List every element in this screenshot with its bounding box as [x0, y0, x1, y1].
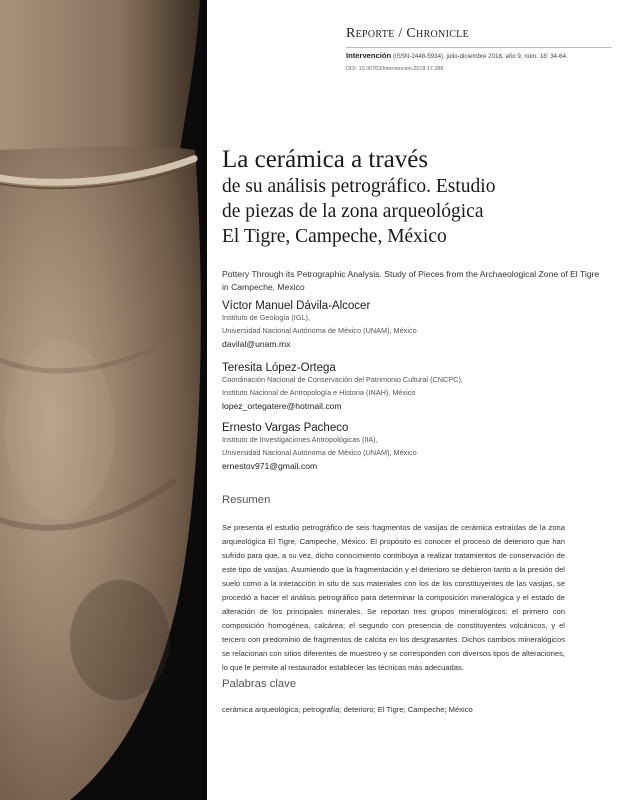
author-affiliation: Instituto de Geología (IGL), [222, 313, 311, 322]
author-email[interactable]: ernestov971@gmail.com [222, 461, 318, 471]
title-line-3: de piezas de la zona arqueológica [222, 201, 484, 222]
doi: DOI: 10.30763/Intervencion.2018.17.388 [346, 66, 444, 72]
author-affiliation: Coordinación Nacional de Conservación del Patrimonio Cultural (CNCPC), [222, 375, 463, 384]
journal-name: Intervención [346, 51, 392, 60]
keywords-text: cerámica arqueológica; petrografía; deterioro; El Tigre; Campeche; México [222, 705, 473, 714]
author-affiliation: Instituto de Investigaciones Antropológicas (IIA), [222, 435, 378, 444]
author-name: Ernesto Vargas Pacheco [222, 422, 349, 434]
ceramic-vessel-illustration [0, 0, 207, 800]
journal-citation [346, 51, 568, 60]
author-affiliation: Universidad Nacional Autónoma de México (UNAM), México [222, 325, 417, 335]
author-2 [222, 362, 463, 413]
english-title: Pottery Through its Petrographic Analysis. Study of Pieces from the Archaeological Zone of El Tigre in Campeche, Mexico [222, 269, 600, 292]
author-1 [222, 300, 417, 351]
journal-issue: (ISSN-2448-5934), julio-diciembre 2018, año 9, núm. 18: 34-64. [392, 53, 568, 60]
author-email[interactable]: lopez_ortegatere@hotmail.com [222, 401, 342, 411]
abstract-heading: Resumen [222, 494, 271, 506]
abstract-text: Se presenta el estudio petrográfico de seis fragmentos de vasijas de cerámica extraídas de la zona arqueológica El Tigre, Campeche, México. El propósito es conocer el proceso de deterioro que han sufrido para que, a su vez, dicho conocimiento contribuya a realizar tratamientos de conservación de este tipo de vasijas. Asumiendo que la fragmentación y el deterioro se debieron tanto a la presión del suelo como a la interacción in situ de sus materiales con los de los constituyentes de las vasijas, se procedió a hacer el análisis petrográfico para determinar la composición mineralógica y el estado de alteración de los principales minerales. Se reportan tres grupos mineralógicos: el primero con composición homogénea, calcárea; el segundo con presencia de constituyentes volcánicos, y el tercero con predominio de fragmentos de calcita en los desgrasantes. Dichos cambios mineralógicos se relacionan con sitios diferentes de muestreo y se corresponden con diversos tipos de alteraciones, lo que le permite al restaurador establecer las técnicas más adecuadas. [222, 523, 565, 672]
author-affiliation: Universidad Nacional Autónoma de México (UNAM), México [222, 447, 417, 457]
author-name: Víctor Manuel Dávila-Alcocer [222, 300, 371, 312]
keywords-heading: Palabras clave [222, 678, 297, 690]
pottery-photo [0, 0, 207, 800]
article-title [222, 146, 495, 249]
title-line-1: La cerámica a través [222, 146, 429, 173]
header-divider [346, 47, 612, 48]
author-name: Teresita López-Ortega [222, 362, 336, 374]
title-line-2: de su análisis petrográfico. Estudio [222, 176, 496, 197]
author-3 [222, 422, 417, 473]
author-email[interactable]: davilal@unam.mx [222, 339, 291, 349]
author-affiliation: Instituto Nacional de Antropología e Historia (INAH), México [222, 387, 416, 397]
article-front-matter [222, 0, 608, 800]
section-label: Reporte / Chronicle [346, 26, 469, 41]
title-line-4: El Tigre, Campeche, México [222, 226, 447, 247]
